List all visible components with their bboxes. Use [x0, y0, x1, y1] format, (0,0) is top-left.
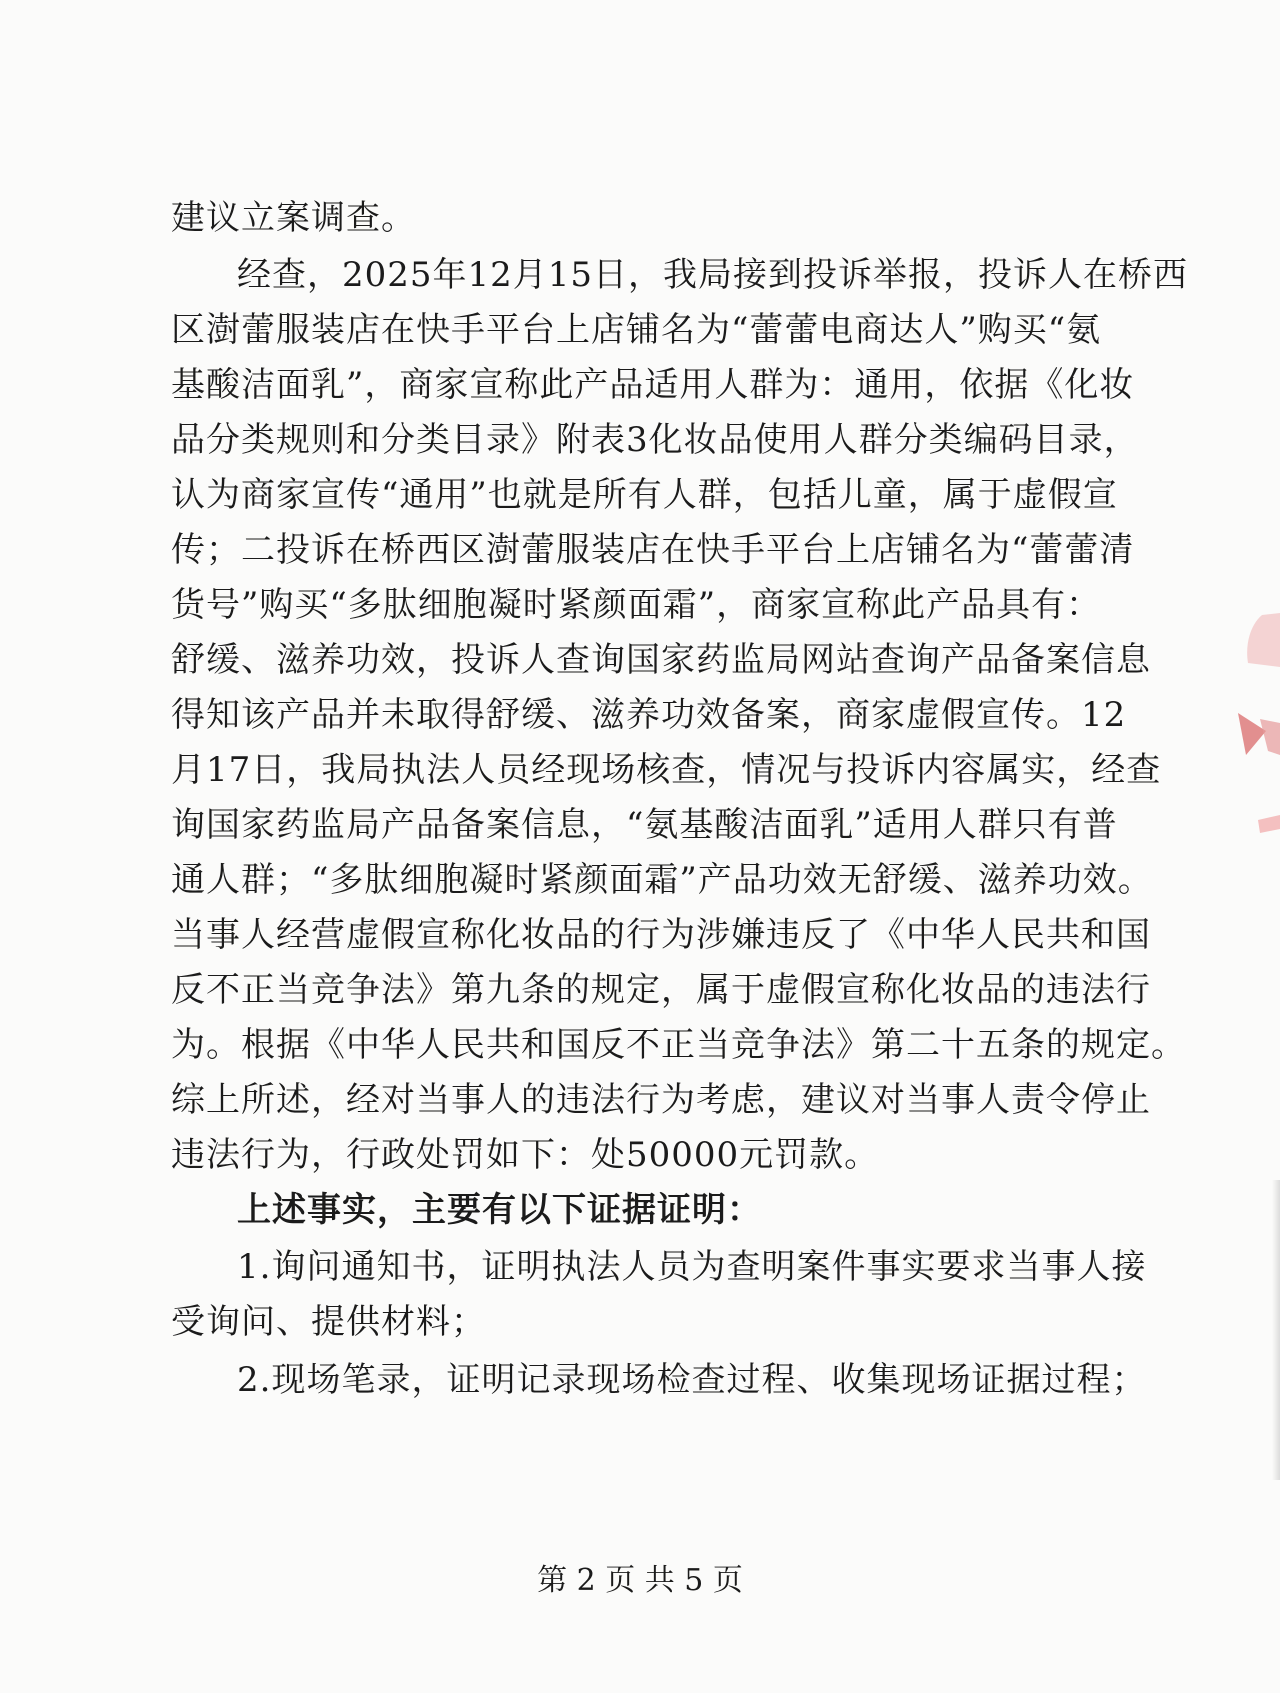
- paragraph-line: 传；二投诉在桥西区澍蕾服装店在快手平台上店铺名为“蕾蕾清: [171, 530, 1135, 570]
- paragraph-line: 通人群；“多肽细胞凝时紧颜面霜”产品功效无舒缓、滋养功效。: [171, 860, 1153, 900]
- evidence-item: 2.现场笔录，证明记录现场检查过程、收集现场证据过程；: [237, 1360, 1147, 1400]
- paragraph-line: 得知该产品并未取得舒缓、滋养功效备案，商家虚假宣传。12: [171, 695, 1127, 735]
- evidence-heading: 上述事实，主要有以下证据证明：: [237, 1190, 762, 1230]
- paragraph-line: 舒缓、滋养功效，投诉人查询国家药监局网站查询产品备案信息: [171, 640, 1151, 680]
- page-edge-shadow: [1272, 1180, 1280, 1480]
- partial-seal-stamp: [1220, 605, 1280, 845]
- paragraph-line: 反不正当竞争法》第九条的规定，属于虚假宣称化妆品的违法行: [171, 970, 1151, 1010]
- paragraph-line: 综上所述，经对当事人的违法行为考虑，建议对当事人责令停止: [171, 1080, 1151, 1120]
- paragraph-line: 认为商家宣传“通用”也就是所有人群，包括儿童，属于虚假宣: [171, 475, 1118, 515]
- paragraph-line: 月17日，我局执法人员经现场核查，情况与投诉内容属实，经查: [171, 750, 1162, 790]
- evidence-item-continued: 受询问、提供材料；: [171, 1302, 486, 1342]
- paragraph-line: 询国家药监局产品备案信息，“氨基酸洁面乳”适用人群只有普: [171, 805, 1118, 845]
- paragraph-line: 当事人经营虚假宣称化妆品的行为涉嫌违反了《中华人民共和国: [171, 915, 1151, 955]
- paragraph-line: 品分类规则和分类目录》附表3化妆品使用人群分类编码目录，: [171, 420, 1139, 460]
- paragraph-line: 货号”购买“多肽细胞凝时紧颜面霜”，商家宣称此产品具有：: [171, 585, 1102, 625]
- paragraph-line: 基酸洁面乳”，商家宣称此产品适用人群为：通用，依据《化妆: [171, 365, 1135, 405]
- paragraph-line: 区澍蕾服装店在快手平台上店铺名为“蕾蕾电商达人”购买“氨: [171, 310, 1102, 350]
- paragraph-line: 经查，2025年12月15日，我局接到投诉举报，投诉人在桥西: [237, 255, 1189, 295]
- paragraph-line: 违法行为，行政处罚如下：处50000元罚款。: [171, 1135, 880, 1175]
- evidence-item: 1.询问通知书，证明执法人员为查明案件事实要求当事人接: [237, 1247, 1147, 1287]
- text-line: 建议立案调查。: [171, 198, 416, 238]
- page-footer: 第 2 页 共 5 页: [537, 1563, 743, 1598]
- paragraph-line: 为。根据《中华人民共和国反不正当竞争法》第二十五条的规定。: [171, 1025, 1186, 1065]
